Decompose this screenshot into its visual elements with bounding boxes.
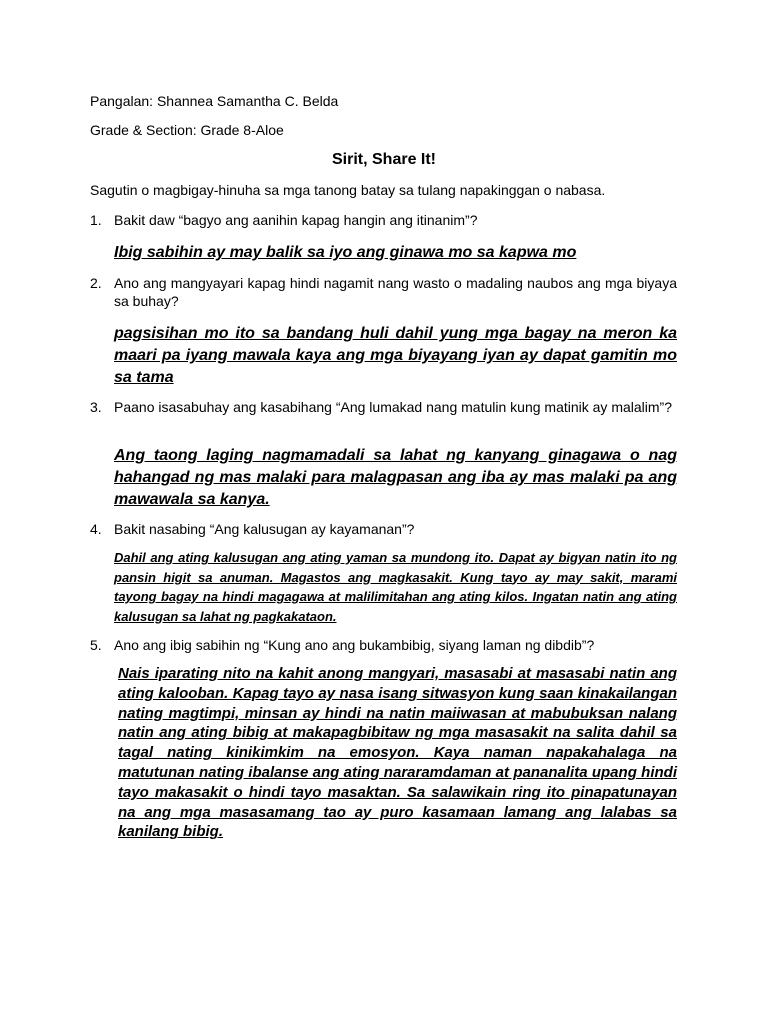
answer-2: pagsisihan mo ito sa bandang huli dahil yung mga bagay na meron ka maari pa iyang mawala kaya ang mga biyayang iyan ay dapat gamitin mo sa tama — [114, 325, 677, 386]
question-text: Bakit nasabing “Ang kalusugan ay kayamanan”? — [114, 521, 415, 537]
question-number: 1. — [90, 212, 102, 228]
question-number: 5. — [90, 637, 102, 653]
question-4 — [90, 520, 677, 538]
answer-1: Ibig sabihin ay may balik sa iyo ang ginawa mo sa kapwa mo — [114, 244, 577, 261]
answer-5: Nais iparating nito na kahit anong mangyari, masasabi at masasabi natin ang ating kalooban. Kapag tayo ay nasa isang sitwasyon kung saan kinakailangan nating magtimpi, minsan ay hindi na natin maiiwasan at mabubuksan nalang natin ang ating bibig at makapagbibitaw ng mga masasakit na salita dahil sa tagal nating kinikimkim na emosyon. Kaya naman napakahalaga na matutunan nating ibalanse ang ating nararamdaman at pananalita upang hindi tayo makasakit o hindi tayo masaktan. Sa salawikain ring ito pinapatunayan na ang mga masasamang tao ay puro kasamaan lamang ang lalabas sa kanilang bibig. — [118, 665, 677, 841]
answer-3: Ang taong laging nagmamadali sa lahat ng kanyang ginagawa o nag hahangad ng mas malaki para malagpasan ang iba ay mas malaki pa ang mawawala sa kanya. — [114, 447, 677, 508]
student-name: Pangalan: Shannea Samantha C. Belda — [90, 93, 339, 109]
grade-section: Grade & Section: Grade 8-Aloe — [90, 122, 284, 138]
question-number: 3. — [90, 399, 102, 415]
question-5 — [90, 636, 677, 654]
question-number: 4. — [90, 521, 102, 537]
question-3 — [90, 398, 677, 416]
question-text: Ano ang mangyayari kapag hindi nagamit nang wasto o madaling naubos ang mga biyaya sa buhay? — [114, 275, 677, 309]
page-title: Sirit, Share It! — [331, 151, 437, 168]
answer-4: Dahil ang ating kalusugan ang ating yaman sa mundong ito. Dapat ay bigyan natin ito ng pansin higit sa anuman. Magastos ang magkasakit. Kung tayo ay may sakit, marami tayong bagay na hindi magagawa at malilimitahan ang ating kilos. Ingatan natin ang ating kalusugan sa lahat ng pagkakataon. — [114, 550, 677, 624]
instructions: Sagutin o magbigay-hinuha sa mga tanong batay sa tulang napakinggan o nabasa. — [90, 182, 606, 198]
question-number: 2. — [90, 275, 102, 291]
question-text: Paano isasabuhay ang kasabihang “Ang lumakad nang matulin kung matinik ay malalim”? — [114, 399, 672, 415]
question-2 — [90, 274, 677, 310]
question-1 — [90, 211, 677, 229]
question-text: Ano ang ibig sabihin ng “Kung ano ang bukambibig, siyang laman ng dibdib”? — [114, 637, 595, 653]
question-text: Bakit daw “bagyo ang aanihin kapag hangin ang itinanim”? — [114, 212, 478, 228]
